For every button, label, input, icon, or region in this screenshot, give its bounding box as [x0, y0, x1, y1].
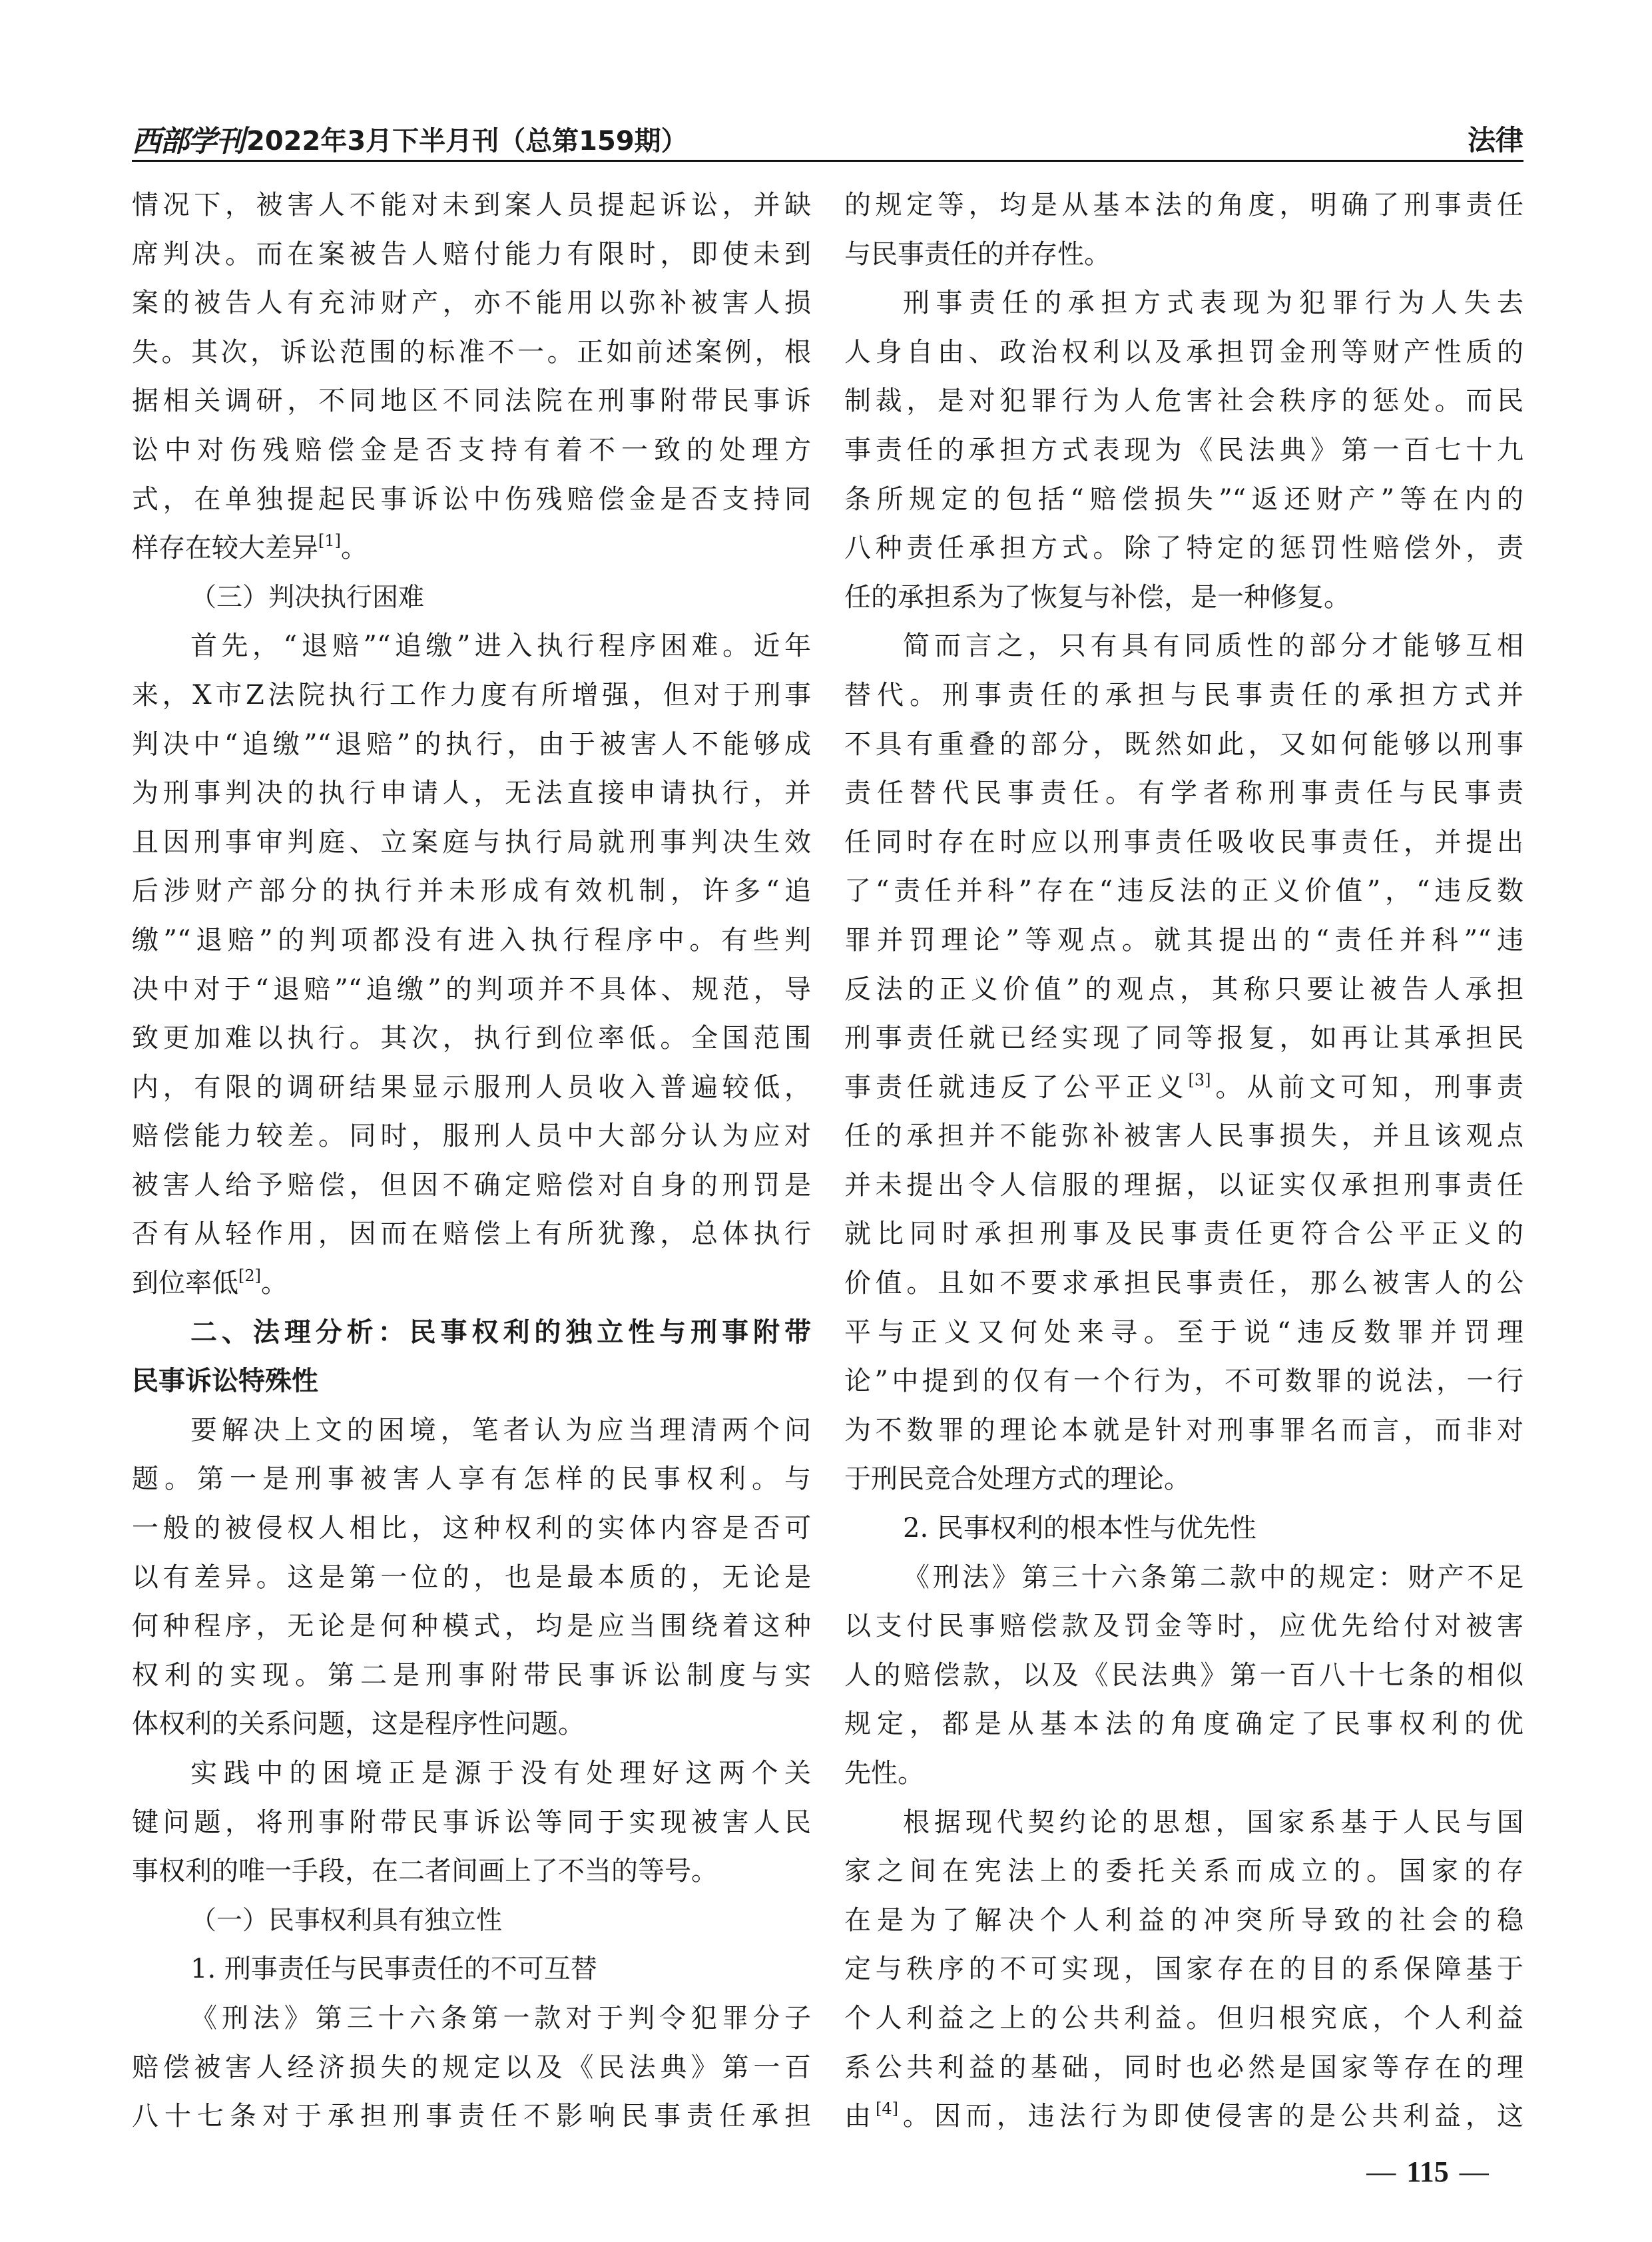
- text-line: 为不数罪的理论本就是针对刑事罪名而言，而非对: [844, 1414, 1523, 1446]
- text-line: 了“责任并科”存在“违反法的正义价值”，“违反数: [844, 876, 1523, 907]
- paragraph: [844, 622, 1523, 1504]
- line-text: 。: [261, 1268, 288, 1299]
- footer-dash-right: —: [1459, 2155, 1489, 2188]
- left-column: [132, 181, 811, 2141]
- text-line: 何种程序，无论是何种模式，均是应当围绕着这种: [132, 1611, 811, 1642]
- text-line: 任的承担并不能弥补被害人民事损失，并且该观点: [844, 1121, 1523, 1152]
- paragraph: [132, 622, 811, 1308]
- text-line: 来，X市Z法院执行工作力度有所增强，但对于刑事: [132, 679, 811, 710]
- text-line: 体权利的关系问题，这是程序性问题。: [132, 1709, 585, 1740]
- paragraph: [132, 1994, 811, 2141]
- text-line: 制裁，是对犯罪行为人危害社会秩序的惩处。而民: [844, 386, 1523, 417]
- text-line: 不具有重叠的部分，既然如此，又如何能够以刑事: [844, 728, 1523, 760]
- text-line: 案的被告人有充沛财产，亦不能用以弥补被害人损: [132, 288, 811, 319]
- text-line: 根据现代契约论的思想，国家系基于人民与国: [903, 1807, 1523, 1838]
- text-line: 二、法理分析：民事权利的独立性与刑事附带: [190, 1316, 811, 1348]
- text-line: 题。第一是刑事被害人享有怎样的民事权利。与: [132, 1464, 811, 1495]
- text-line: 反法的正义价值”的观点，其称只要让被告人承担: [844, 974, 1523, 1005]
- text-line: 事责任的承担方式表现为《民法典》第一百七十九: [844, 434, 1523, 465]
- text-line: 规定，都是从基本法的角度确定了民事权利的优: [844, 1709, 1523, 1740]
- text-line: 情况下，被害人不能对未到案人员提起诉讼，并缺: [132, 190, 811, 220]
- right-column: [844, 181, 1523, 2141]
- issue-info: 2022年3月下半月刊（总第159期）: [246, 125, 688, 156]
- text-line: 为刑事判决的执行申请人，无法直接申请执行，并: [132, 778, 811, 809]
- text-line: 要解决上文的困境，笔者认为应当理清两个问: [190, 1414, 811, 1446]
- paragraph: [132, 1406, 811, 1749]
- citation-ref: [3]: [1188, 1070, 1211, 1089]
- text-line: 民事诉讼特殊性: [132, 1366, 318, 1397]
- text-line: 致更加难以执行。其次，执行到位率低。全国范围: [132, 1023, 811, 1054]
- text-line: 权利的实现。第二是刑事附带民事诉讼制度与实: [132, 1659, 811, 1691]
- text-line: 以有差异。这是第一位的，也是最本质的，无论是: [132, 1561, 811, 1593]
- text-line: 责任替代民事责任。有学者称刑事责任与民事责: [844, 778, 1523, 809]
- text-line: 家之间在宪法上的委托关系而成立的。国家的存: [844, 1856, 1523, 1887]
- header-journal-info: [132, 117, 688, 160]
- text-line: 否有从轻作用，因而在赔偿上有所犹豫，总体执行: [132, 1219, 811, 1250]
- text-line: 讼中对伤残赔偿金是否支持有着不一致的处理方: [132, 434, 811, 465]
- text-line: 任的承担系为了恢复与补偿，是一种修复。: [844, 581, 1350, 613]
- page-number: 115: [1406, 2155, 1449, 2188]
- text-line: 八种责任承担方式。除了特定的惩罚性赔偿外，责: [844, 533, 1523, 564]
- text-line: 且因刑事审判庭、立案庭与执行局就刑事判决生效: [132, 826, 811, 858]
- text-line: 决中对于“退赔”“追缴”的判项并不具体、规范，导: [132, 974, 811, 1005]
- text-line: 就比同时承担刑事及民事责任更符合公平正义的: [844, 1219, 1523, 1250]
- text-line: 替代。刑事责任的承担与民事责任的承担方式并: [844, 679, 1523, 710]
- text-line: 缴”“退赔”的判项都没有进入执行程序中。有些判: [132, 924, 811, 956]
- text-line: 1. 刑事责任与民事责任的不可互替: [190, 1954, 597, 1985]
- text-line: （三）判决执行困难: [190, 582, 425, 613]
- text-line: 罪并罚理论”等观点。就其提出的“责任并科”“违: [844, 924, 1523, 956]
- line-text: 到位率低: [132, 1268, 238, 1299]
- text-line: 在是为了解决个人利益的冲突所导致的社会的稳: [844, 1904, 1523, 1936]
- text-line: 后涉财产部分的执行并未形成有效机制，许多“追: [132, 876, 811, 907]
- text-line: 定与秩序的不可实现，国家存在的目的系保障基于: [844, 1954, 1523, 1985]
- text-line: [844, 1063, 1523, 1113]
- line-text: 。: [341, 533, 368, 564]
- text-line: 被害人给予赔偿，但因不确定赔偿对自身的刑罚是: [132, 1169, 811, 1201]
- text-line: 赔偿能力较差。同时，服刑人员中大部分认为应对: [132, 1121, 811, 1152]
- paragraph: [844, 181, 1523, 279]
- citation-ref: [2]: [238, 1266, 261, 1286]
- text-line: 以支付民事赔偿款及罚金等时，应优先给付对被害: [844, 1611, 1523, 1642]
- text-line: 实践中的困境正是源于没有处理好这两个关: [190, 1758, 811, 1789]
- text-line: 条所规定的包括“赔偿损失”“返还财产”等在内的: [844, 483, 1523, 515]
- text-line: 并未提出令人信服的理据，以证实仅承担刑事责任: [844, 1169, 1523, 1201]
- subsection-heading: [132, 573, 811, 623]
- text-line: 判决中“追缴”“退赔”的执行，由于被害人不能够成: [132, 728, 811, 760]
- text-line: 个人利益之上的公共利益。但归根究底，个人利益: [844, 2002, 1523, 2034]
- paragraph: [844, 1799, 1523, 2141]
- paragraph: [844, 1553, 1523, 1799]
- paragraph: [844, 279, 1523, 622]
- numbered-subheading: [844, 1504, 1523, 1553]
- text-line: 八十七条对于承担刑事责任不影响民事责任承担: [132, 2101, 811, 2132]
- text-line: 简而言之，只有具有同质性的部分才能够互相: [903, 631, 1523, 662]
- text-line: 键问题，将刑事附带民事诉讼等同于实现被害人民: [132, 1807, 811, 1838]
- text-line: 据相关调研，不同地区不同法院在刑事附带民事诉: [132, 386, 811, 417]
- text-line: 于刑民竞合处理方式的理论。: [844, 1464, 1191, 1495]
- text-line: 《刑法》第三十六条第二款中的规定：财产不足: [903, 1561, 1523, 1593]
- text-line: 事权利的唯一手段，在二者间画上了不当的等号。: [132, 1856, 718, 1887]
- text-line: 与民事责任的并存性。: [844, 238, 1111, 270]
- text-line: 系公共利益的基础，同时也必然是国家等存在的理: [844, 2052, 1523, 2083]
- text-line: 失。其次，诉讼范围的标准不一。正如前述案例，根: [132, 336, 811, 368]
- line-text: 事责任就违反了公平正义: [844, 1071, 1189, 1103]
- text-line: 2. 民事权利的根本性与优先性: [903, 1513, 1256, 1544]
- line-text: 。从前文可知，刑事责: [1211, 1071, 1524, 1103]
- line-text: 样存在较大差异: [132, 533, 318, 564]
- footer-dash-left: —: [1366, 2155, 1396, 2188]
- text-line: [132, 1259, 811, 1308]
- running-header: [132, 117, 1523, 162]
- subsection-heading: [132, 1896, 811, 1946]
- text-line: 人身自由、政治权利以及承担罚金刑等财产性质的: [844, 336, 1523, 368]
- text-line: 内，有限的调研结果显示服刑人员收入普遍较低，: [132, 1071, 811, 1103]
- line-text: 由: [844, 2101, 876, 2132]
- numbered-subheading: [132, 1945, 811, 1994]
- text-line: 首先，“退赔”“追缴”进入执行程序困难。近年: [190, 631, 811, 662]
- paragraph: [132, 1749, 811, 1896]
- journal-logo: 西部学刊: [132, 125, 244, 158]
- text-line: 论”中提到的仅有一个行为，不可数罪的说法，一行: [844, 1366, 1523, 1397]
- text-line: 一般的被侵权人相比，这种权利的实体内容是否可: [132, 1513, 811, 1544]
- line-text: 。因而，违法行为即使侵害的是公共利益，这: [898, 2101, 1524, 2132]
- text-line: [844, 2092, 1523, 2141]
- section-label: 法律: [1467, 124, 1523, 156]
- text-line: 先性。: [844, 1758, 924, 1789]
- text-line: 刑事责任的承担方式表现为犯罪行为人失去: [903, 288, 1523, 319]
- text-line: 平与正义又何处来寻。至于说“违反数罪并罚理: [844, 1316, 1523, 1348]
- text-line: 价值。且如不要求承担民事责任，那么被害人的公: [844, 1268, 1523, 1299]
- text-line: 刑事责任就已经实现了同等报复，如再让其承担民: [844, 1023, 1523, 1054]
- text-line: 任同时存在时应以刑事责任吸收民事责任，并提出: [844, 826, 1523, 858]
- text-line: 赔偿被害人经济损失的规定以及《民法典》第一百: [132, 2052, 811, 2083]
- text-line: 《刑法》第三十六条第一款对于判令犯罪分子: [190, 2002, 811, 2034]
- citation-ref: [4]: [875, 2100, 898, 2119]
- page-number-footer: [1341, 2152, 1514, 2192]
- text-line: 席判决。而在案被告人赔付能力有限时，即使未到: [132, 238, 811, 270]
- paragraph: [132, 181, 811, 573]
- text-line: 人的赔偿款，以及《民法典》第一百八十七条的相似: [844, 1659, 1523, 1691]
- text-line: 的规定等，均是从基本法的角度，明确了刑事责任: [844, 190, 1523, 220]
- text-line: [132, 524, 811, 573]
- section-heading: [132, 1308, 811, 1406]
- text-line: （一）民事权利具有独立性: [190, 1905, 503, 1936]
- citation-ref: [1]: [318, 531, 341, 551]
- text-line: 式，在单独提起民事诉讼中伤残赔偿金是否支持同: [132, 483, 811, 515]
